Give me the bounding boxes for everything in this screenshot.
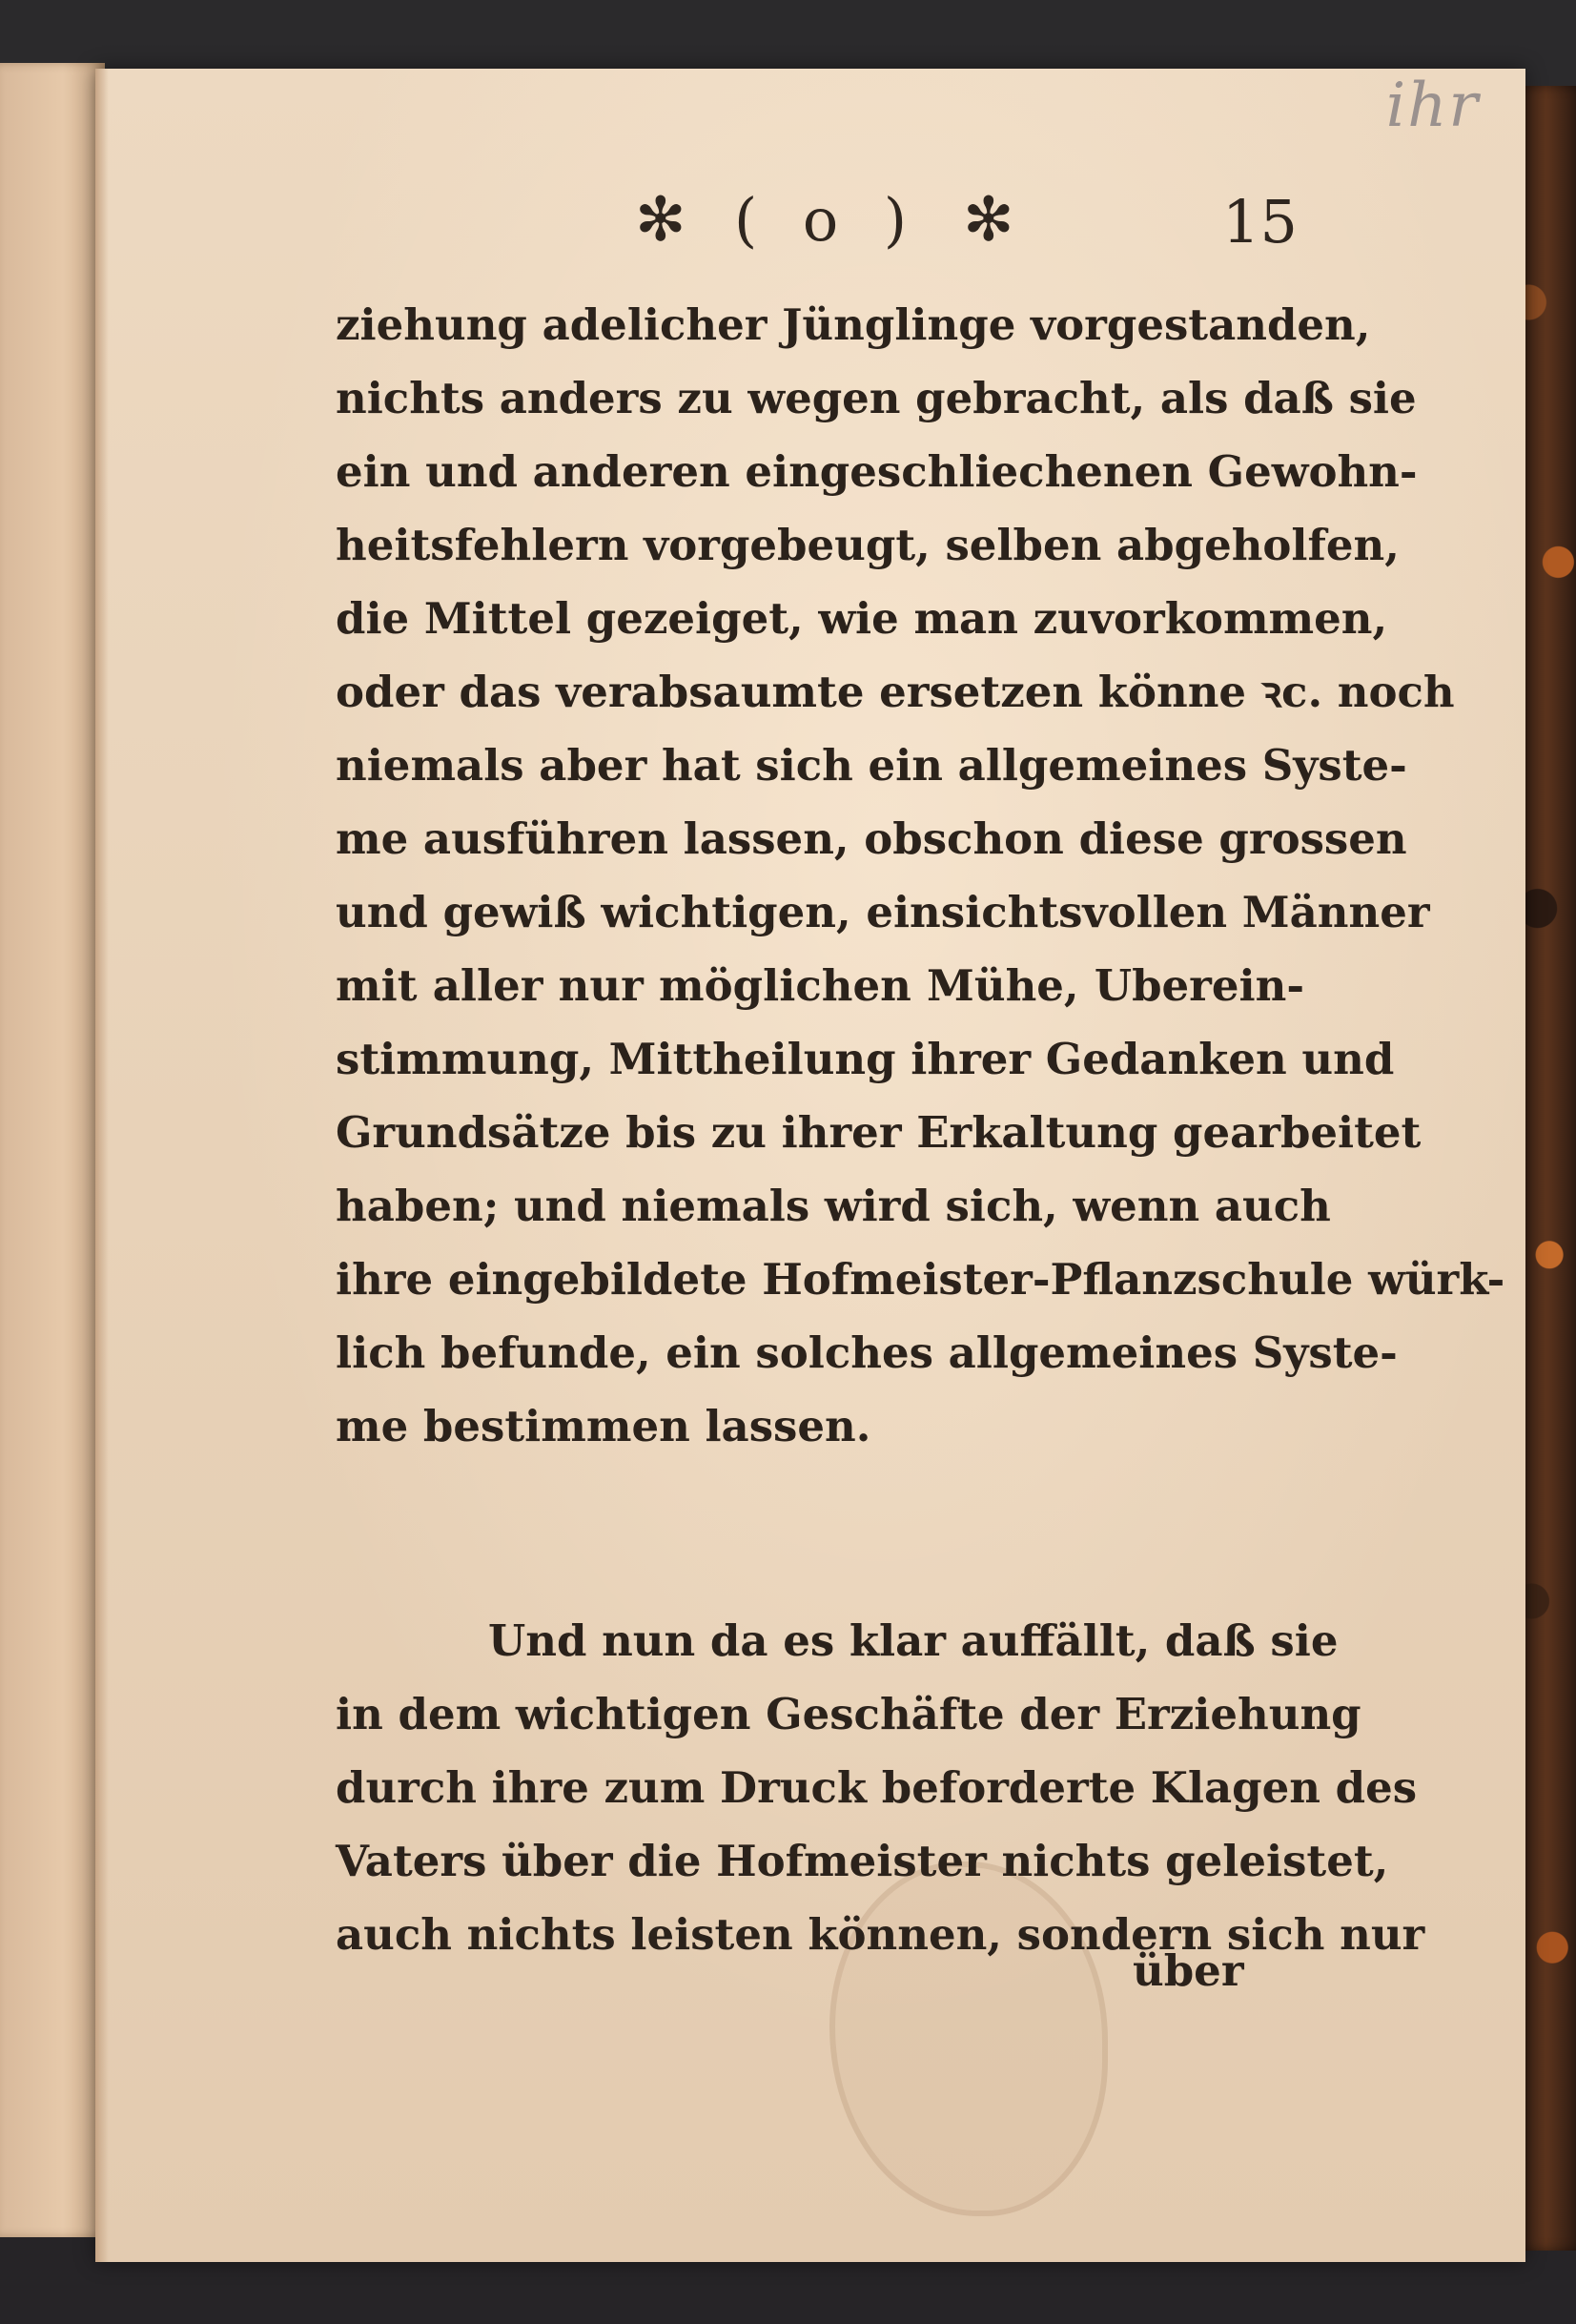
- text-line: durch ihre zum Druck beforderte Klagen des: [336, 1762, 1418, 1813]
- text-line: ihre eingebildete Hofmeister-Pflanzschule würk-: [336, 1254, 1505, 1305]
- text-line: me bestimmen lassen.: [336, 1401, 871, 1451]
- running-header: [95, 185, 1525, 271]
- text-line: die Mittel gezeiget, wie man zuvorkommen,: [336, 593, 1388, 644]
- text-line: in dem wichtigen Geschäfte der Erziehung: [336, 1689, 1361, 1739]
- marbled-cover-edge: [1517, 86, 1576, 2251]
- text-line: und gewiß wichtigen, einsichtsvollen Männer: [336, 887, 1430, 937]
- catchword: über: [1133, 1945, 1244, 1996]
- text-line: ein und anderen eingeschliechenen Gewohn-: [336, 446, 1418, 497]
- text-line: Grundsätze bis zu ihrer Erkaltung gearbeitet: [336, 1107, 1422, 1158]
- text-line: haben; und niemals wird sich, wenn auch: [336, 1181, 1331, 1231]
- paragraph-2: [336, 1604, 1425, 1971]
- text-line: me ausführen lassen, obschon diese grossen: [336, 813, 1407, 864]
- text-line: nichts anders zu wegen gebracht, als daß sie: [336, 373, 1417, 423]
- book-page: [95, 69, 1525, 2262]
- gutter-shadow: [95, 69, 109, 2262]
- ornament-right-icon: ✻: [963, 185, 1014, 256]
- page-number: 15: [1222, 187, 1298, 257]
- facing-page-edge: [0, 63, 105, 2237]
- text-line: heitsfehlern vorgebeugt, selben abgeholfen,: [336, 520, 1400, 570]
- text-line: lich befunde, ein solches allgemeines Syste-: [336, 1327, 1398, 1378]
- text-line: stimmung, Mittheilung ihrer Gedanken und: [336, 1034, 1395, 1084]
- text-line: mit aller nur möglichen Mühe, Uberein-: [336, 960, 1304, 1011]
- text-line: Und nun da es klar auffällt, daß sie: [488, 1615, 1339, 1666]
- text-line: ziehung adelicher Jünglinge vorgestanden,: [336, 299, 1371, 350]
- text-line: niemals aber hat sich ein allgemeines Syste-: [336, 740, 1407, 791]
- text-line: Vaters über die Hofmeister nichts geleistet,: [336, 1836, 1389, 1886]
- text-line: oder das verabsaumte ersetzen könne ꝛc. noch: [336, 667, 1455, 717]
- text-line: auch nichts leisten können, sondern sich nur: [336, 1909, 1425, 1960]
- paragraph-1: [336, 288, 1505, 1463]
- pencil-annotation: ihr: [1385, 71, 1480, 141]
- signature-mark: ( o ): [734, 185, 921, 255]
- ornament-left-icon: ✻: [635, 185, 686, 256]
